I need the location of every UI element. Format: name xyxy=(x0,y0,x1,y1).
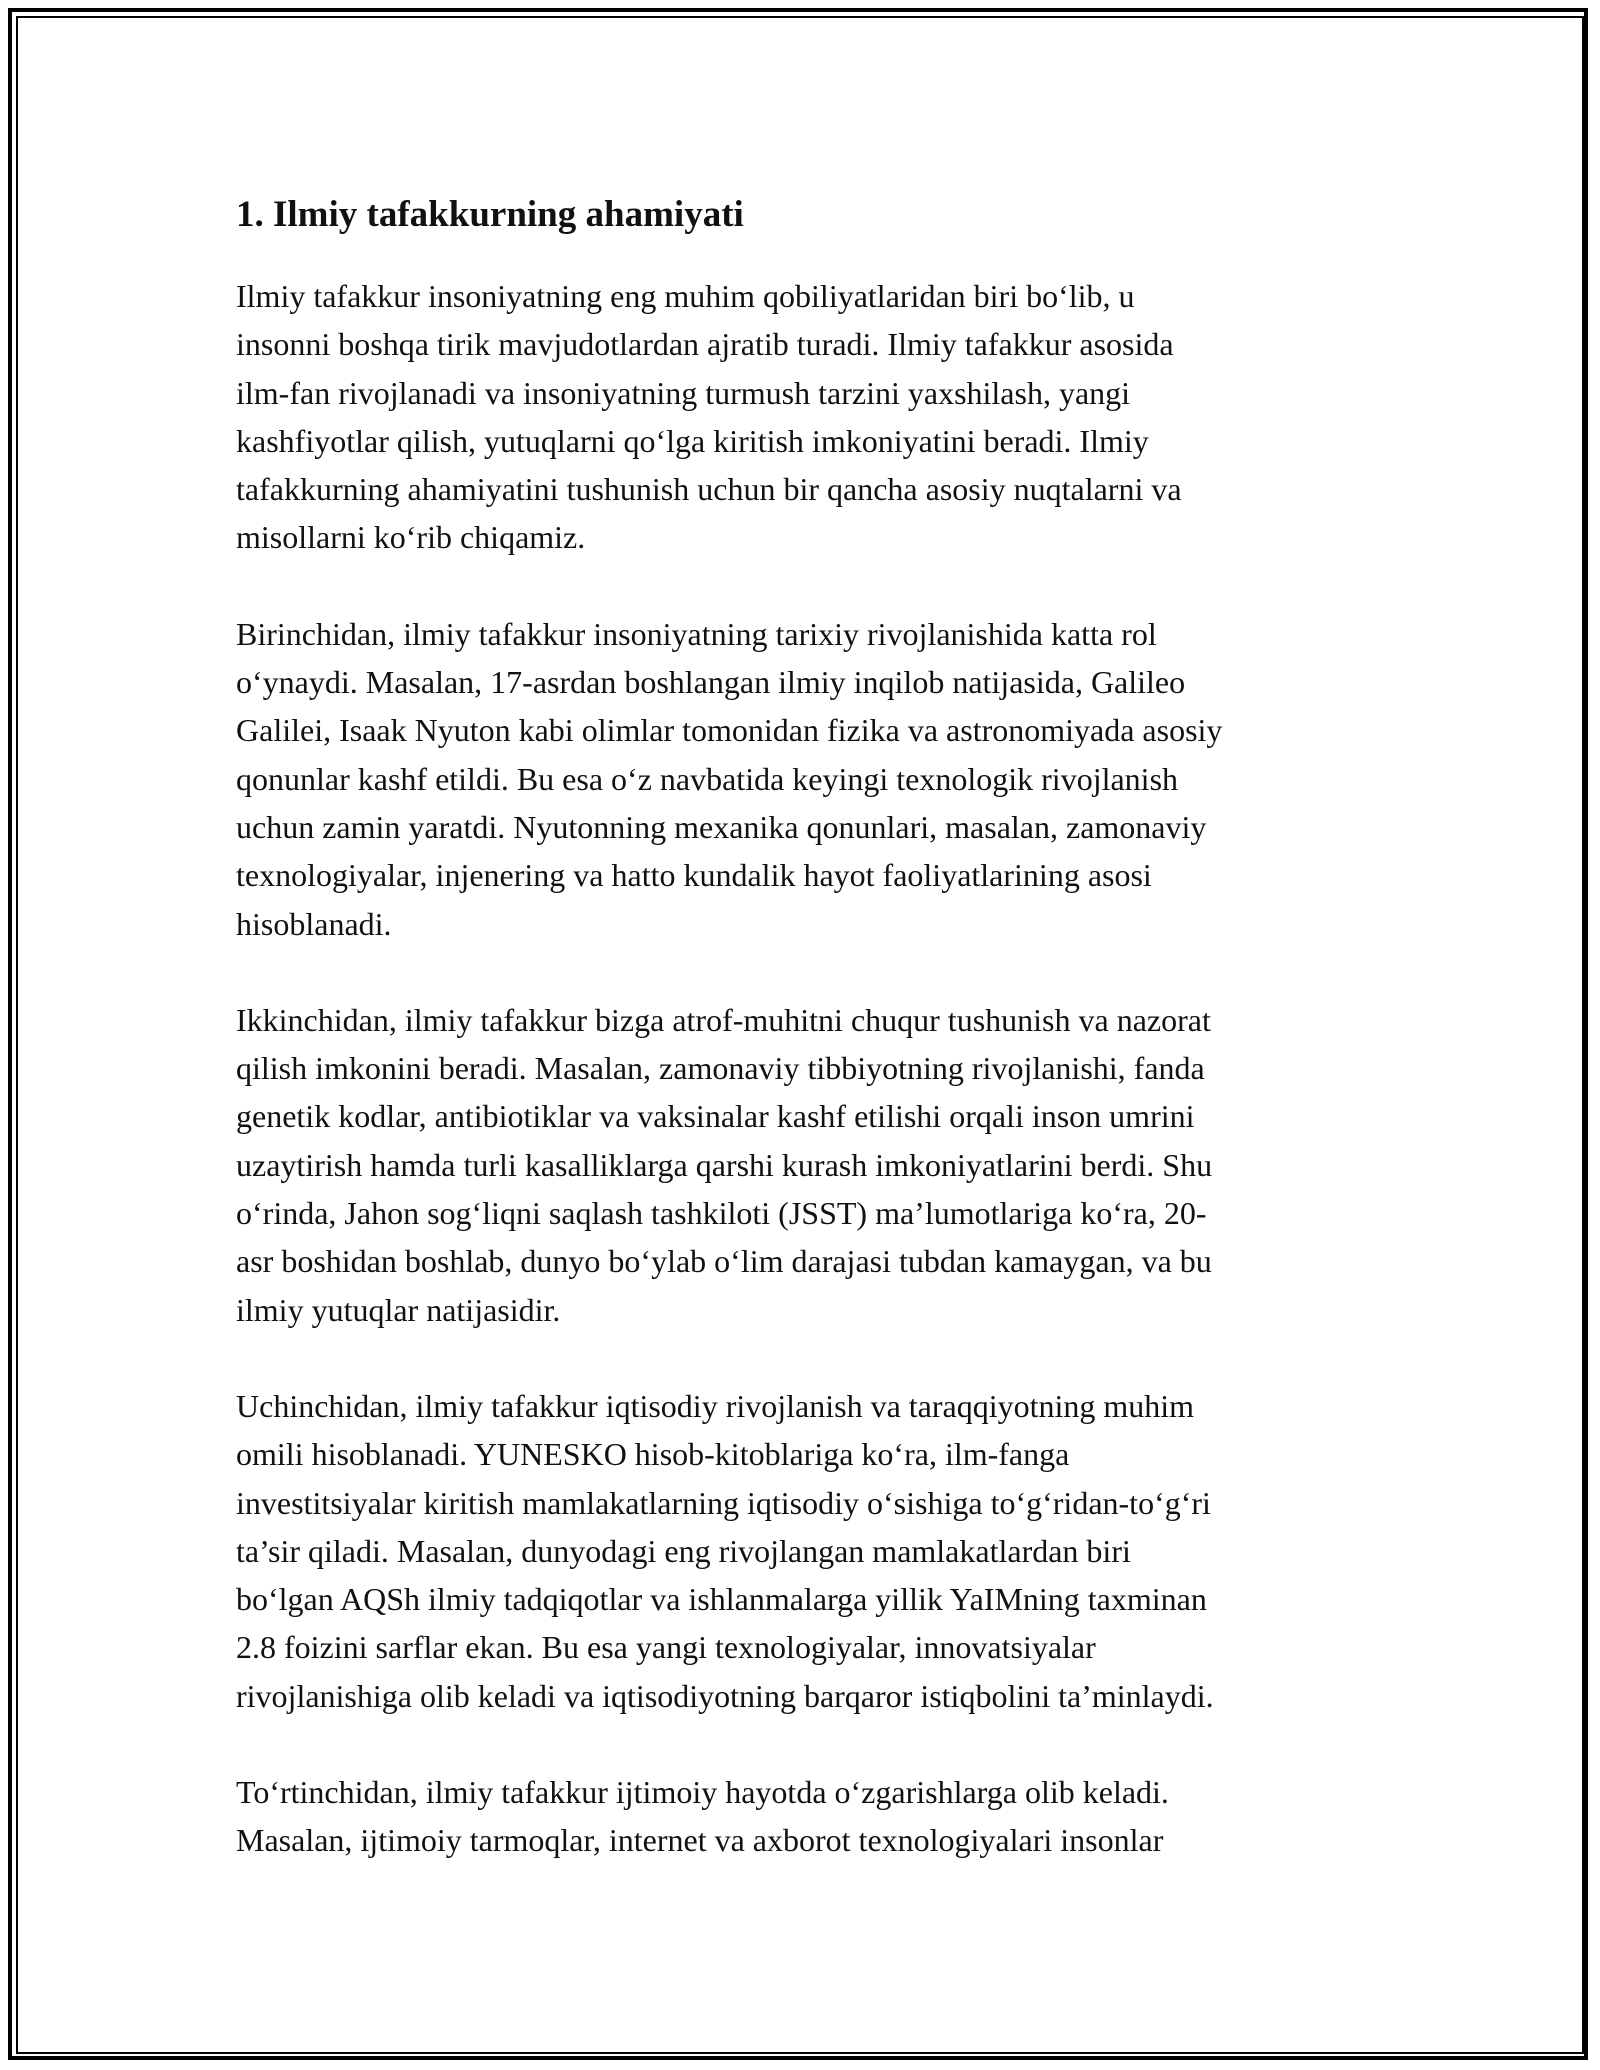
text-line: genetik kodlar, antibiotiklar va vaksinalar kashf etilishi orqali inson umrini xyxy=(236,1098,1195,1135)
text-line: Masalan, ijtimoiy tarmoqlar, internet va axborot texnologiyalari insonlar xyxy=(236,1822,1164,1859)
paragraph-second-point xyxy=(236,996,1376,1334)
text-line: Birinchidan, ilmiy tafakkur insoniyatning tarixiy rivojlanishida katta rol xyxy=(236,615,1157,652)
text-line: To‘rtinchidan, ilmiy tafakkur ijtimoiy hayotda o‘zgarishlarga olib keladi. xyxy=(236,1774,1169,1811)
paragraph-third-point xyxy=(236,1382,1376,1720)
paragraph-first-point xyxy=(236,610,1376,948)
text-line: 2.8 foizini sarflar ekan. Bu esa yangi texnologiyalar, innovatsiyalar xyxy=(236,1629,1096,1666)
text-line: ilmiy yutuqlar natijasidir. xyxy=(236,1291,561,1328)
paragraph-fourth-point xyxy=(236,1768,1376,1865)
text-line: o‘ynaydi. Masalan, 17-asrdan boshlangan ilmiy inqilob natijasida, Galileo xyxy=(236,664,1186,701)
text-line: ilm-fan rivojlanadi va insoniyatning turmush tarzini yaxshilash, yangi xyxy=(236,374,1131,411)
text-line: asr boshidan boshlab, dunyo bo‘ylab o‘lim darajasi tubdan kamaygan, va bu xyxy=(236,1243,1212,1280)
text-line: qilish imkonini beradi. Masalan, zamonaviy tibbiyotning rivojlanishi, fanda xyxy=(236,1050,1205,1087)
document-body xyxy=(236,184,1376,1913)
text-line: Ilmiy tafakkur insoniyatning eng muhim qobiliyatlaridan biri bo‘lib, u xyxy=(236,278,1135,314)
text-line: uchun zamin yaratdi. Nyutonning mexanika qonunlari, masalan, zamonaviy xyxy=(236,808,1207,845)
text-line: tafakkurning ahamiyatini tushunish uchun bir qancha asosiy nuqtalarni va xyxy=(236,471,1182,508)
text-line: texnologiyalar, injenering va hatto kundalik hayot faoliyatlarining asosi xyxy=(236,857,1152,894)
text-line: misollarni ko‘rib chiqamiz. xyxy=(236,519,586,556)
text-line: insonni boshqa tirik mavjudotlardan ajratib turadi. Ilmiy tafakkur asosida xyxy=(236,326,1174,363)
section-heading: 1. Ilmiy tafakkurning ahamiyati xyxy=(236,194,744,235)
text-line: qonunlar kashf etildi. Bu esa o‘z navbatida keyingi texnologik rivojlanish xyxy=(236,760,1179,797)
text-line: rivojlanishiga olib keladi va iqtisodiyotning barqaror istiqbolini ta’minlaydi. xyxy=(236,1677,1214,1714)
text-line: hisoblanadi. xyxy=(236,905,392,942)
text-line: bo‘lgan AQSh ilmiy tadqiqotlar va ishlanmalarga yillik YaIMning taxminan xyxy=(236,1581,1207,1618)
text-line: ta’sir qiladi. Masalan, dunyodagi eng rivojlangan mamlakatlardan biri xyxy=(236,1532,1131,1569)
text-line: investitsiyalar kiritish mamlakatlarning iqtisodiy o‘sishiga to‘g‘ridan-to‘g‘ri xyxy=(236,1484,1211,1521)
text-line: kashfiyotlar qilish, yutuqlarni qo‘lga kiritish imkoniyatini beradi. Ilmiy xyxy=(236,422,1149,459)
text-line: Ikkinchidan, ilmiy tafakkur bizga atrof-muhitni chuqur tushunish va nazorat xyxy=(236,1001,1211,1038)
text-line: o‘rinda, Jahon sog‘liqni saqlash tashkiloti (JSST) ma’lumotlariga ko‘ra, 20- xyxy=(236,1195,1207,1232)
text-line: Galilei, Isaak Nyuton kabi olimlar tomonidan fizika va astronomiyada asosiy xyxy=(236,712,1223,749)
text-line: omili hisoblanadi. YUNESKO hisob-kitoblariga ko‘ra, ilm-fanga xyxy=(236,1436,1070,1473)
text-line: uzaytirish hamda turli kasalliklarga qarshi kurash imkoniyatlarini berdi. Shu xyxy=(236,1146,1213,1183)
text-line: Uchinchidan, ilmiy tafakkur iqtisodiy rivojlanish va taraqqiyotning muhim xyxy=(236,1387,1195,1424)
paragraph-intro xyxy=(236,272,1376,562)
